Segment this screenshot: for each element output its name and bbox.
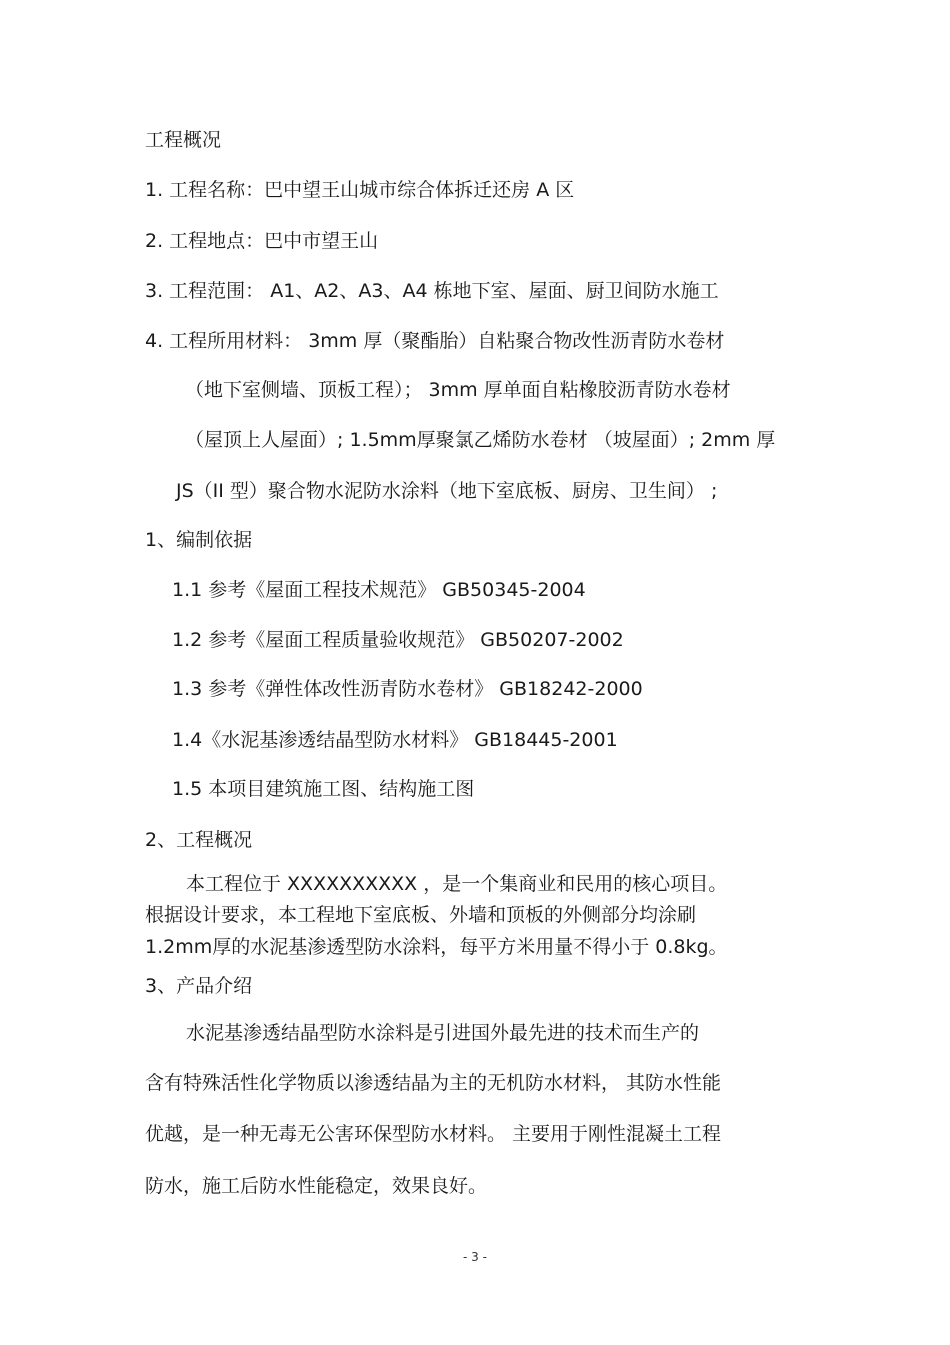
- basis-item: 1.4《水泥基渗透结晶型防水材料》 GB18445-2001: [172, 729, 618, 751]
- page-heading: 工程概况: [145, 129, 222, 151]
- overview-item-scope: 3. 工程范围： A1、A2、A3、A4 栋地下室、屋面、厨卫间防水施工: [145, 280, 719, 302]
- overview-item-materials-cont: （屋顶上人屋面）; 1.5mm厚聚氯乙烯防水卷材 （坡屋面）; 2mm 厚: [185, 429, 776, 451]
- overview-item-location: 2. 工程地点：巴中市望王山: [145, 230, 379, 252]
- product-paragraph-line: 防水，施工后防水性能稳定，效果良好。: [145, 1175, 488, 1197]
- overview-item-materials-cont: JS（II 型）聚合物水泥防水涂料（地下室底板、厨房、卫生间） ;: [176, 480, 718, 502]
- basis-item: 1.2 参考《屋面工程质量验收规范》 GB50207-2002: [172, 629, 624, 651]
- product-paragraph-line: 优越，是一种无毒无公害环保型防水材料。 主要用于刚性混凝土工程: [145, 1123, 722, 1145]
- section-title-basis: 1、编制依据: [145, 529, 253, 551]
- overview-paragraph-line: 1.2mm厚的水泥基渗透型防水涂料，每平方米用量不得小于 0.8kg。: [145, 936, 728, 958]
- overview-item-name: 1. 工程名称：巴中望王山城市综合体拆迁还房 A 区: [145, 179, 575, 201]
- section-title-product: 3、产品介绍: [145, 975, 253, 997]
- basis-item: 1.5 本项目建筑施工图、结构施工图: [172, 778, 475, 800]
- basis-item: 1.3 参考《弹性体改性沥青防水卷材》 GB18242-2000: [172, 678, 643, 700]
- overview-paragraph-line: 根据设计要求，本工程地下室底板、外墙和顶板的外侧部分均涂刷: [145, 904, 697, 926]
- product-paragraph-line: 水泥基渗透结晶型防水涂料是引进国外最先进的技术而生产的: [186, 1022, 700, 1044]
- overview-paragraph-line: 本工程位于 XXXXXXXXXX ，是一个集商业和民用的核心项目。: [186, 873, 728, 895]
- overview-item-materials: 4. 工程所用材料： 3mm 厚（聚酯胎）自粘聚合物改性沥青防水卷材: [145, 330, 725, 352]
- product-paragraph-line: 含有特殊活性化学物质以渗透结晶为主的无机防水材料， 其防水性能: [145, 1072, 722, 1094]
- page-number: - 3 -: [463, 1250, 487, 1264]
- overview-item-materials-cont: （地下室侧墙、顶板工程）； 3mm 厚单面自粘橡胶沥青防水卷材: [185, 379, 731, 401]
- basis-item: 1.1 参考《屋面工程技术规范》 GB50345-2004: [172, 579, 586, 601]
- section-title-overview: 2、工程概况: [145, 829, 253, 851]
